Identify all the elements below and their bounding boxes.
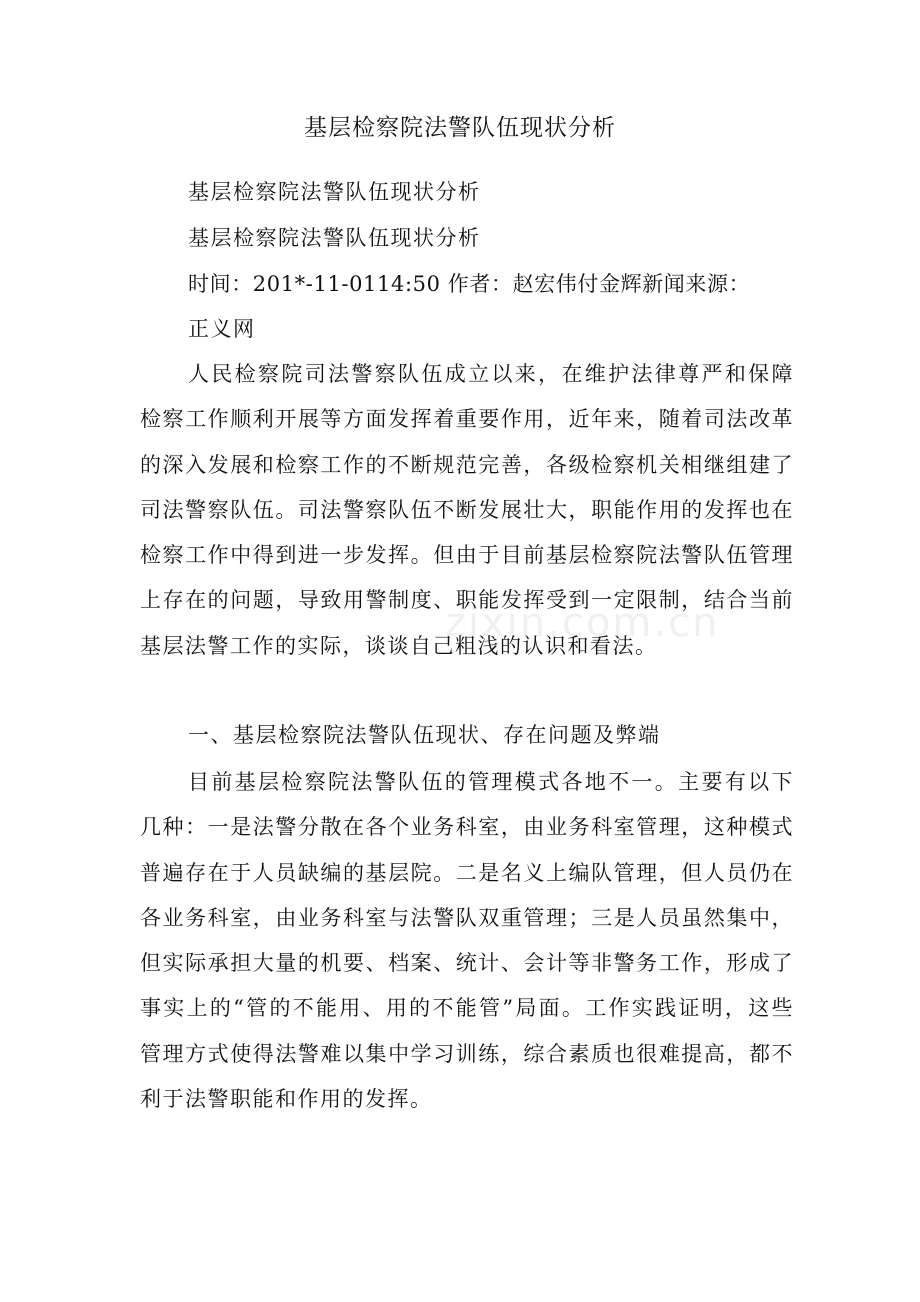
heading-line-1: 基层检察院法警队伍现状分析 — [188, 180, 481, 204]
meta-line: 时间：201*-11-0114:50 作者：赵宏伟付金辉新闻来源： — [188, 272, 751, 296]
paragraph-management-modes: 目前基层检察院法警队伍的管理模式各地不一。主要有以下几种：一是法警分散在各个业务科室，由业务科室管理，这种模式普遍存在于人员缺编的基层院。二是名义上编队管理，但人员仍在各业务科室，由业务科室与法警队双重管理；三是人员虽然集中，但实际承担大量的机要、档案、统计、会计等非警务工作，形成了事实上的“管的不能用、用的不能管”局面。工作实践证明，这些管理方式使得法警难以集中学习训练，综合素质也很难提高，都不利于法警职能和作用的发挥。 — [140, 770, 794, 1112]
source-line: 正义网 — [188, 317, 256, 341]
section-heading-1: 一、基层检察院法警队伍现状、存在问题及弊端 — [188, 723, 661, 747]
document-title: 基层检察院法警队伍现状分析 — [304, 115, 616, 141]
heading-line-2: 基层检察院法警队伍现状分析 — [188, 226, 481, 250]
paragraph-intro: 人民检察院司法警察队伍成立以来，在维护法律尊严和保障检察工作顺利开展等方面发挥着重要作用，近年来，随着司法改革的深入发展和检察工作的不断规范完善，各级检察机关相继组建了司法警察队伍。司法警察队伍不断发展壮大，职能作用的发挥也在检察工作中得到进一步发挥。但由于目前基层检察院法警队伍管理上存在的问题，导致用警制度、职能发挥受到一定限制，结合当前基层法警工作的实际，谈谈自己粗浅的认识和看法。 — [140, 362, 794, 658]
watermark: zixin.com.cn — [445, 600, 720, 646]
